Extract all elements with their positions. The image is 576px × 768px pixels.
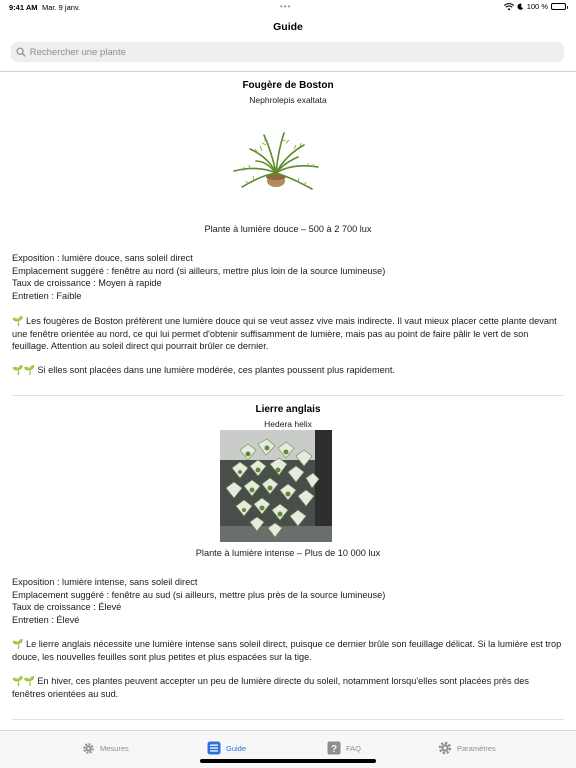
plant-description: 🌱 Le lierre anglais nécessite une lumière intense sans soleil direct, puisque ce dernier brûle son feuillage délicat. Si la lumière est trop douce, les nouvelles feuilles sont plus petites et plus espacées sur la tige. bbox=[12, 639, 562, 662]
tab-guide[interactable] bbox=[207, 739, 246, 757]
plant-description: 🌱 Les fougères de Boston préfèrent une lumière douce qui se veut assez vive mais indirecte. Il vaut mieux placer cette plante devant une fenêtre orientée au nord, ce qui lui permet d'obtenir suffisamment de lumière, mais pas au point de faire pâlir le vert de son feuillage. Attention au soleil direct qui pourrait brûler ce dernier. bbox=[12, 316, 557, 351]
plant-card-fougere[interactable] bbox=[12, 80, 564, 106]
page-title: Guide bbox=[273, 21, 303, 33]
tab-label: Guide bbox=[226, 743, 247, 753]
status-right bbox=[504, 2, 566, 11]
fern-image bbox=[228, 127, 324, 195]
detail-emplacement: Emplacement suggéré : fenêtre au nord (si ailleurs, mettre plus loin de la source lumineuse) bbox=[12, 265, 386, 276]
moon-icon bbox=[517, 3, 524, 10]
plant-latin-name: Nephrolepis exaltata bbox=[249, 94, 327, 105]
status-date: Mar. 9 janv. bbox=[42, 3, 81, 12]
svg-text:?: ? bbox=[330, 743, 338, 755]
plant-details bbox=[12, 576, 564, 626]
question-icon bbox=[327, 741, 341, 755]
plant-guide-list[interactable] bbox=[0, 72, 576, 730]
status-bar bbox=[0, 0, 576, 14]
detail-exposition: Exposition : lumière douce, sans soleil direct bbox=[12, 253, 193, 263]
detail-exposition: Exposition : lumière intense, sans soleil direct bbox=[12, 577, 198, 587]
gear-badge-icon bbox=[82, 742, 95, 755]
search-bar[interactable] bbox=[11, 42, 564, 62]
tab-label: FAQ bbox=[346, 743, 362, 753]
multitasking-dots-icon[interactable]: ••• bbox=[280, 2, 292, 11]
plant-name: Fougère de Boston bbox=[242, 80, 334, 91]
detail-croissance: Taux de croissance : Moyen à rapide bbox=[12, 278, 162, 288]
plant-card-lierre[interactable] bbox=[12, 404, 564, 430]
detail-croissance: Taux de croissance : Élevé bbox=[12, 602, 122, 612]
search-icon bbox=[16, 47, 26, 57]
item-divider bbox=[12, 719, 564, 720]
detail-emplacement: Emplacement suggéré : fenêtre au sud (si ailleurs, mettre plus près de la source lumineuse) bbox=[12, 589, 386, 600]
status-time: 9:41 AM bbox=[9, 3, 38, 12]
plant-details bbox=[12, 252, 564, 302]
tab-mesures[interactable] bbox=[82, 739, 129, 757]
ivy-image bbox=[220, 430, 332, 542]
plant-light-type: Plante à lumière douce – 500 à 2 700 lux bbox=[204, 224, 372, 234]
plant-tip: 🌱🌱 En hiver, ces plantes peuvent accepter un peu de lumière directe du soleil, notamment lorsqu'elles sont placées près des fenêtres orientées au sud. bbox=[12, 676, 529, 699]
plant-name: Lierre anglais bbox=[255, 404, 321, 415]
detail-entretien: Entretien : Élevé bbox=[12, 614, 80, 625]
plant-latin-name: Hedera helix bbox=[264, 418, 312, 429]
battery-icon bbox=[551, 3, 566, 10]
battery-percent: 100 % bbox=[526, 2, 548, 11]
search-input[interactable] bbox=[30, 47, 564, 58]
tab-label: Mesures bbox=[100, 743, 129, 753]
plant-light-type: Plante à lumière intense – Plus de 10 000 lux bbox=[195, 548, 381, 558]
wifi-icon bbox=[504, 3, 514, 11]
item-divider bbox=[12, 395, 564, 396]
gear-icon bbox=[438, 741, 452, 755]
list-icon bbox=[207, 741, 221, 755]
home-indicator[interactable] bbox=[200, 759, 376, 763]
detail-entretien: Entretien : Faible bbox=[12, 290, 82, 301]
tab-faq[interactable] bbox=[327, 739, 361, 757]
tab-parametres[interactable] bbox=[438, 739, 496, 757]
tab-label: Paramètres bbox=[457, 743, 496, 753]
plant-tip: 🌱🌱 Si elles sont placées dans une lumière modérée, ces plantes poussent plus rapidement. bbox=[12, 365, 395, 375]
